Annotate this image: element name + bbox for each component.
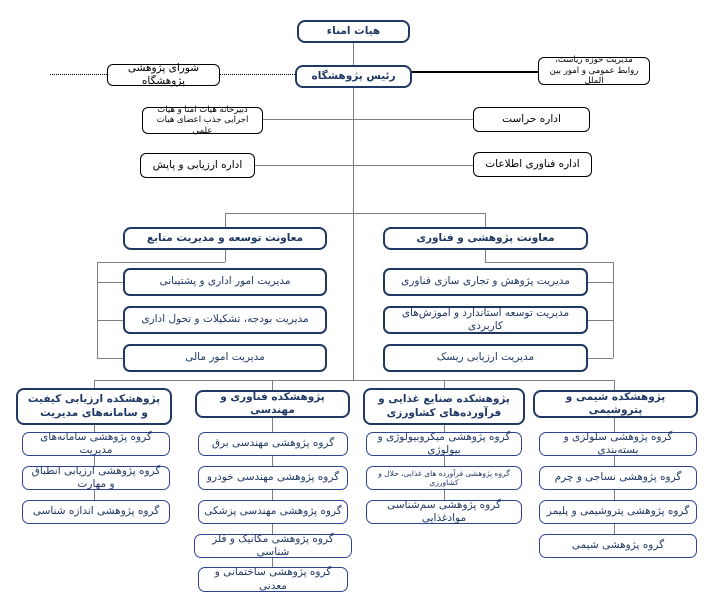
node-security-office: اداره حراست — [473, 107, 590, 132]
connector-dev-stub-2 — [97, 320, 123, 321]
connector-res-stub-1 — [588, 282, 613, 283]
connector-board-president — [353, 43, 354, 65]
node-res-child-standards-training: مدیریت توسعه استاندارد و آموزش‌های کاربردی — [383, 306, 588, 334]
node-dev-child-budget: مدیریت بودجه، تشکیلات و تحول اداری — [123, 306, 327, 334]
node-group-food-halal-agriculture: گروه پژوهشی فرآورده های غذایی، حلال و کشاورزی — [366, 466, 522, 490]
connector-deputies-branch — [225, 213, 485, 214]
node-president: رئیس پژوهشگاه — [295, 65, 412, 88]
node-board-of-trustees: هیات امناء — [297, 20, 410, 43]
node-deputy-development: معاونت توسعه و مدیریت منابع — [123, 227, 327, 250]
connector-res-stub-3 — [588, 358, 613, 359]
node-group-management-systems: گروه پژوهشی سامانه‌های مدیریت — [22, 432, 170, 456]
connector-secretariat-security — [263, 119, 473, 120]
connector-dev-stub-1 — [97, 282, 123, 283]
node-group-construction-mining: گروه پژوهشی ساختمانی و معدنی — [198, 567, 348, 592]
node-research-council: شورای پژوهشی پژوهشگاه — [107, 64, 220, 86]
node-secretariat: دبیرخانه هیات امنا و هیات اجرایی جذب اعضای هیات علمی — [142, 107, 263, 134]
node-dev-child-admin-support: مدیریت امور اداری و پشتیبانی — [123, 268, 327, 296]
connector-dev-stem — [225, 250, 226, 262]
node-group-medical-engineering: گروه پژوهشی مهندسی پزشکی — [198, 500, 348, 524]
node-institute-technology-engineering: پژوهشکده فناوری و مهندسی — [195, 390, 350, 418]
connector-drop-research — [485, 213, 486, 227]
connector-res-bracket-side — [613, 262, 614, 358]
node-presidency-office: مدیریت حوزه ریاست، روابط عمومی و امور بین الملل — [538, 57, 650, 85]
connector-drop-development — [225, 213, 226, 227]
node-institute-quality-systems: پژوهشکده ارزیابی کیفیت و سامانه‌های مدیریت — [16, 388, 172, 425]
node-it-office: اداره فناوری اطلاعات — [473, 152, 592, 177]
connector-dev-bracket-side — [97, 262, 98, 358]
connector-dotted-council — [220, 74, 295, 75]
node-dev-child-finance: مدیریت امور مالی — [123, 344, 327, 372]
connector-res-stub-2 — [588, 320, 613, 321]
node-group-conformity-skills: گروه پژوهشی ارزیابی انطباق و مهارت — [22, 466, 170, 490]
node-group-electrical-engineering: گروه پژوهشی مهندسی برق — [198, 432, 348, 456]
node-group-microbiology-biology: گروه پژوهشی میکروبیولوژی و بیولوژی — [366, 432, 522, 456]
node-group-textile-leather: گروه پژوهشی نساجی و چرم — [539, 466, 697, 490]
node-institute-chemistry-petrochemistry: پژوهشکده شیمی و پتروشیمی — [533, 390, 698, 418]
connector-central-spine — [353, 88, 354, 380]
node-institute-food-agriculture: پژوهشکده صنایع غذایی و فرآورده‌های کشاورزی — [363, 388, 525, 425]
node-group-metrology: گروه پژوهشی اندازه شناسی — [22, 500, 170, 524]
node-group-mechanics-metallurgy: گروه پژوهشی مکانیک و فلز شناسی — [194, 534, 352, 558]
connector-dotted-left — [50, 74, 107, 75]
connector-res-bracket-top — [485, 262, 613, 263]
connector-res-stem — [485, 250, 486, 262]
connector-evaluation-it — [255, 165, 473, 166]
node-group-cellulose-packaging: گروه پژوهشی سلولزی و بسته‌بندی — [539, 432, 697, 456]
node-res-child-risk-assessment: مدیریت ارزیابی ریسک — [383, 344, 588, 372]
connector-dev-bracket-top — [97, 262, 225, 263]
node-group-petrochemistry-polymer: گروه پژوهشی پتروشیمی و پلیمر — [539, 500, 697, 524]
node-group-chemistry: گروه پژوهشی شیمی — [539, 534, 697, 558]
node-evaluation-office: اداره ارزیابی و پایش — [140, 153, 255, 178]
connector-dev-stub-3 — [97, 358, 123, 359]
node-res-child-commercialization: مدیریت پژوهش و تجاری سازی فناوری — [383, 268, 588, 296]
connector-institutes-rail — [94, 380, 615, 381]
node-group-food-toxicology: گروه پژوهشی سم‌شناسی موادغذایی — [366, 500, 522, 524]
connector-president-presidency-office — [412, 71, 538, 73]
node-group-automotive-engineering: گروه پژوهشی مهندسی خودرو — [198, 466, 348, 490]
node-deputy-research: معاونت پژوهشی و فناوری — [383, 227, 588, 250]
